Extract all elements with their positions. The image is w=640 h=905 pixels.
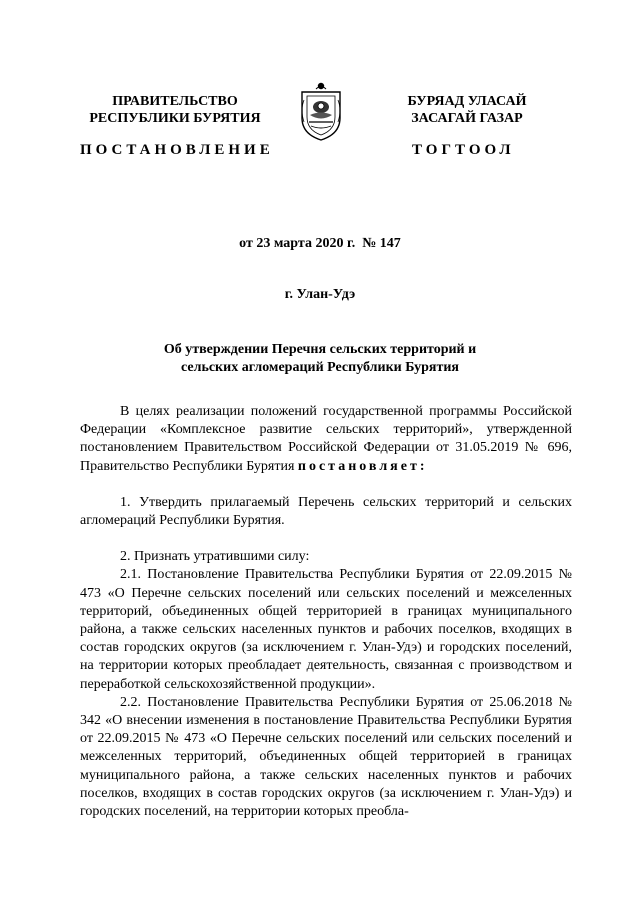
left-org-line2: РЕСПУБЛИКИ БУРЯТИЯ (89, 111, 261, 126)
title-line1: Об утверждении Перечня сельских территорий и (163, 342, 477, 357)
left-org-line1: ПРАВИТЕЛЬСТВО (112, 94, 238, 109)
doc-type-buryat: ТОГТООЛ (412, 142, 515, 158)
title-line2: сельских агломераций Республики Бурятия (180, 360, 459, 375)
header-right-org (372, 93, 562, 127)
right-org-line2: ЗАСАГАЙ ГАЗАР (411, 111, 523, 126)
right-org-line1: БУРЯАД УЛАСАЙ (407, 94, 527, 109)
item-2-2: 2.2. Постановление Правительства Республики Бурятия от 25.06.2018 № 342 «О внесении изменения в постановление Правительства Республики Бурятия от 22.09.2015 № 473 «О Перечне сельских поселений или сельских поселений и межселенных территорий, объединенных общей территорией в границах муниципального района, а также сельских населенных пунктов и рабочих поселков, входящих в состав городских округов (за исключением г. Улан-Удэ) и городских поселений, на территории которых преобла- (80, 694, 572, 820)
header-left-org (80, 93, 270, 127)
date-and-number: от 23 марта 2020 г. № 147 (239, 236, 401, 251)
item-1: 1. Утвердить прилагаемый Перечень сельских территорий и сельских агломераций Республики Бурятия. (80, 494, 572, 529)
document-body (80, 403, 572, 821)
document-title (120, 341, 520, 377)
item-2-1: 2.1. Постановление Правительства Республики Бурятия от 22.09.2015 № 473 «О Перечне сельских поселений или сельских поселений и межселенных территорий, объединенных общей территорией в границах муниципального района, а также сельских населенных пунктов и рабочих поселков, входящих в состав городских округов (за исключением г. Улан-Удэ) и городских поселений, на территории которых преобладает деятельность, связанная с производством и переработкой сельскохозяйственной продукции». (80, 567, 572, 692)
doc-type-russian: ПОСТАНОВЛЕНИЕ (80, 142, 274, 158)
intro-paragraph (80, 403, 572, 476)
item-2: 2. Признать утратившими силу: (120, 549, 310, 565)
intro-decree-word: постановляет: (297, 458, 428, 474)
intro-text: В целях реализации положений государственной программы Российской Федерации «Комплексное развитие сельских территорий», утвержденной постановлением Правительством Российской Федерации от 31.05.2019 № 696, Правительство Республики Бурятия (80, 404, 572, 474)
republic-of-buryatia-coat-of-arms-icon (298, 80, 344, 142)
city: г. Улан-Удэ (284, 287, 356, 302)
